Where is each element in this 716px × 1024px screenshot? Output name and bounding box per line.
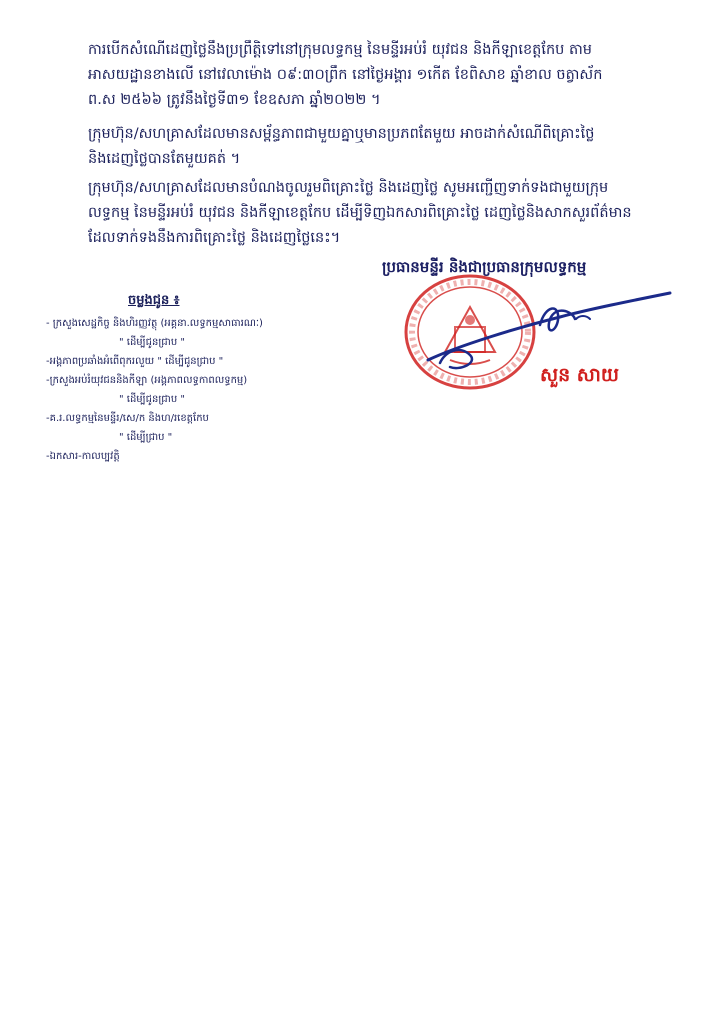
text-line: លទ្ធកម្ម នៃមន្ទីរអប់រំ យុវជន និងកីឡាខេត្តកែប ដើម្បីទិញឯកសារពិគ្រោះថ្លៃ ដេញថ្លៃនិងសាកសួរព័ត៌មាន <box>88 205 632 221</box>
signatory-title: ប្រធានមន្ទីរ និងជាប្រធានក្រុមលទ្ធកម្ម <box>382 258 587 276</box>
text-line: និងដេញថ្លៃបានតែមួយគត់ ។ <box>88 151 241 167</box>
text-line: អាសយដ្ឋានខាងលើ នៅវេលាម៉ោង ០៩:៣០ព្រឹក នៅថ្ងៃអង្គារ ១កើត ខែពិសាខ ឆ្នាំខាល ចត្វាស័ក <box>88 67 603 83</box>
text-line: ក្រុមហ៊ុន/សហគ្រាសដែលមានបំណងចូលរួមពិគ្រោះថ្លៃ និងដេញថ្លៃ សូមអញ្ជើញទាក់ទងជាមួយក្រុម <box>88 180 609 196</box>
text-line: ក្រុមហ៊ុន/សហគ្រាសដែលមានសម្ព័ន្ធភាពជាមួយគ្នាឬមានប្រភពតែមួយ អាចដាក់សំណើពិគ្រោះថ្លៃ <box>88 126 595 142</box>
paragraph-opening-details <box>88 38 688 113</box>
signatory-name: សួន សាយ <box>540 364 619 386</box>
cc-item-note: " ដើម្បីជូនជ្រាប " <box>119 337 185 348</box>
text-line: ព.ស ២៥៦៦ ត្រូវនឹងថ្ងៃទី៣១ ខែឧសភា ឆ្នាំ២០២២ ។ <box>88 92 381 108</box>
paragraph-affiliation-rule <box>88 122 688 172</box>
cc-item-note: " ដើម្បីជូនជ្រាប " <box>119 394 185 405</box>
cc-heading: ចម្លងជូន ៖ <box>128 293 180 308</box>
cc-item: -ក្រសួងអប់រំយុវជននិងកីឡា (អង្គភាពលទ្ធកាពលទ្ធកម្ម) <box>46 375 248 386</box>
text-line: ដែលទាក់ទងនឹងការពិគ្រោះថ្លៃ និងដេញថ្លៃនេះ។ <box>88 230 341 246</box>
cc-item-note: " ដើម្បីជ្រាប " <box>119 432 173 443</box>
cc-item: -គ.រ.លទ្ធកម្មនៃមន្ទីរ/សេ/ក និងហ/រខេត្តកែប <box>46 413 209 424</box>
text-line: ការបើកសំណើដេញថ្លៃនឹងប្រព្រឹត្តិទៅនៅក្រុមលទ្ធកម្ម នៃមន្ទីរអប់រំ យុវជន និងកីឡាខេត្តកែប តាម <box>88 42 592 58</box>
cc-item: -ឯកសារ-កាលប្បវត្តិ <box>46 451 120 462</box>
paragraph-contact-info <box>88 176 688 251</box>
cc-item: - ក្រសួងសេដ្ឋកិច្ច និងហិរញ្ញវត្ថុ (អគ្គនា.លទ្ធកម្មសាធារណៈ) <box>46 318 263 329</box>
cc-item: -អង្គភាពប្រឆាំងអំពើពុករលួយ " ដើម្បីជូនជ្រាប " <box>46 356 224 367</box>
cc-list <box>46 314 263 466</box>
